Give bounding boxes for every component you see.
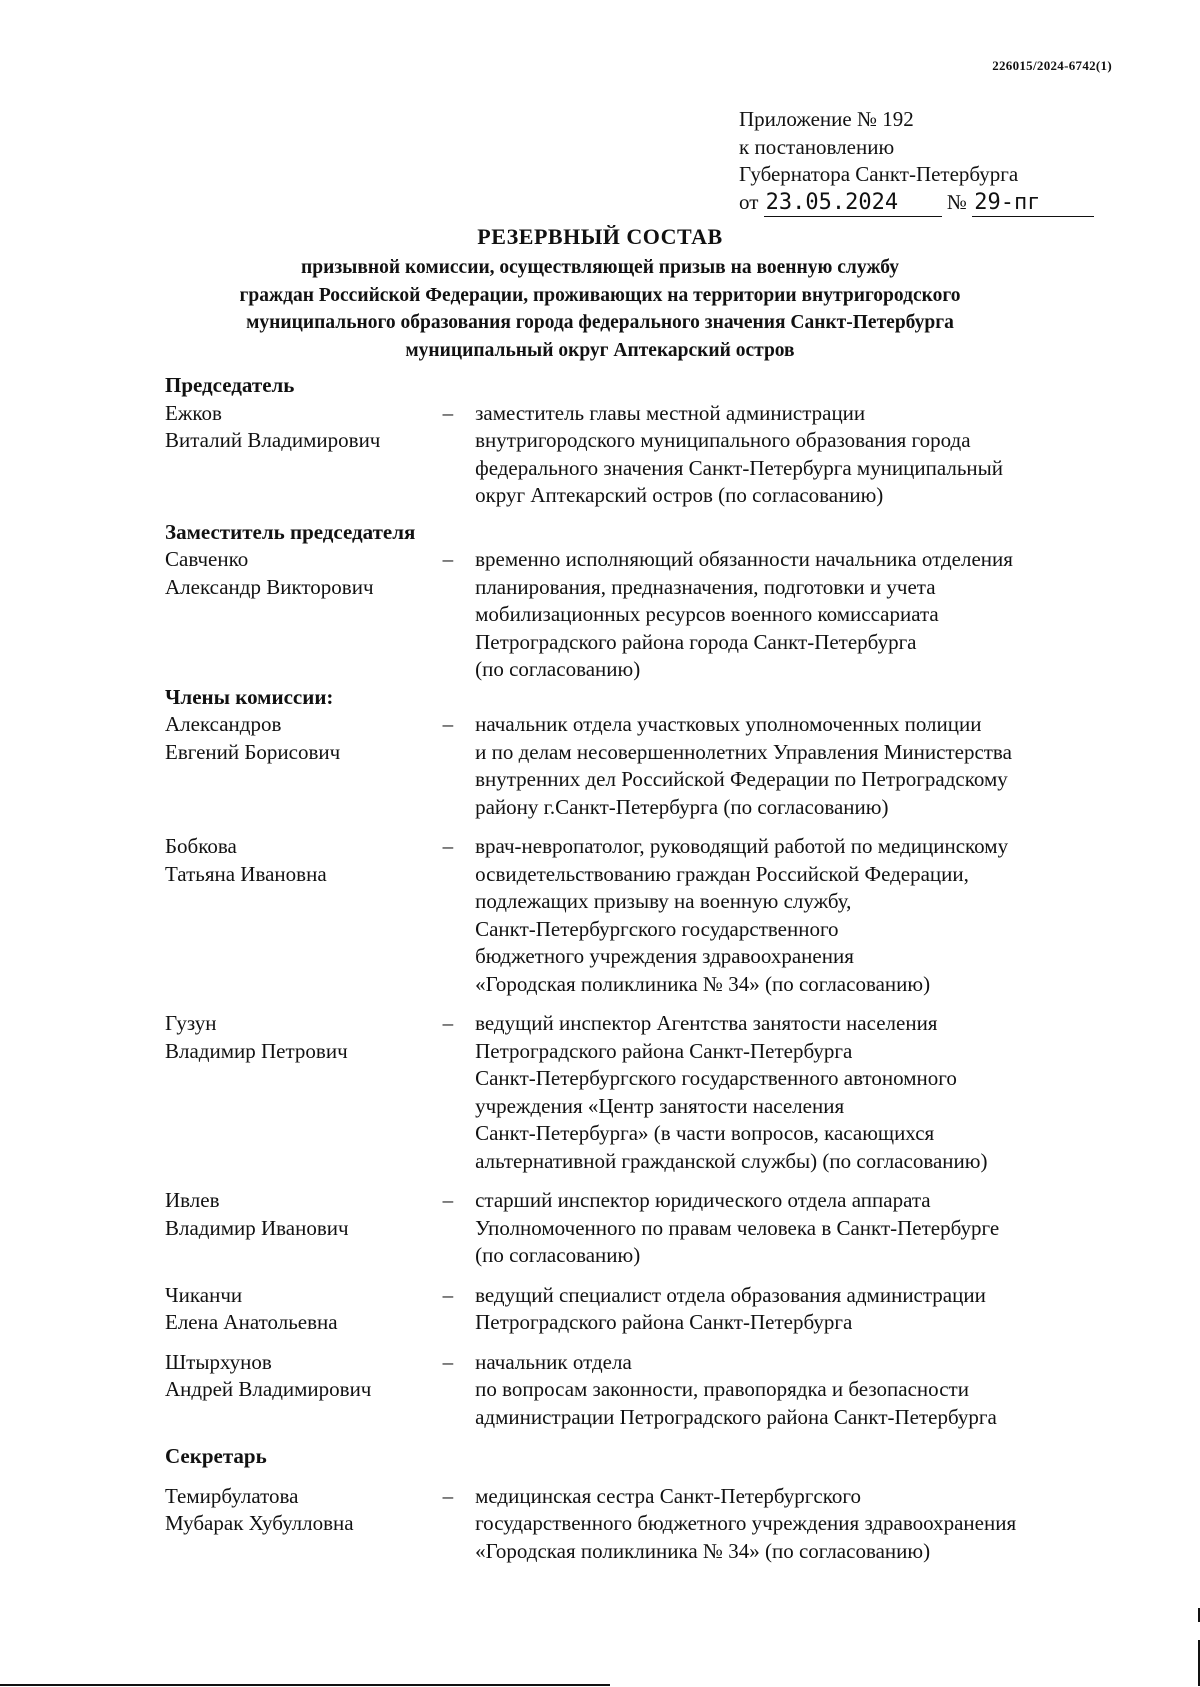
position-line: Санкт-Петербурга» (в части вопросов, касающихся [475, 1121, 935, 1145]
position-line: заместитель главы местной администрации [475, 400, 866, 425]
member-surname: Гузун [165, 1011, 217, 1035]
position-line: ведущий инспектор Агентства занятости населения [475, 1011, 938, 1035]
position-line: Петроградского района Санкт-Петербурга [475, 1038, 853, 1063]
member-name [165, 711, 443, 821]
position-line: администрации Петроградского района Санкт-Петербурга [475, 1404, 997, 1429]
member-entry [165, 546, 1115, 684]
member-given-name: Елена Анатольевна [165, 1310, 338, 1334]
position-line: Петроградского района Санкт-Петербурга [475, 1310, 853, 1334]
member-position [475, 546, 1115, 684]
member-position [475, 400, 1115, 510]
position-line: «Городская поликлиника № 34» (по согласованию) [475, 971, 931, 996]
dash-separator: – [442, 1483, 454, 1508]
position-line: «Городская поликлиника № 34» (по согласованию) [475, 1538, 931, 1563]
member-surname: Савченко [165, 547, 249, 571]
position-line: Санкт-Петербургского государственного [475, 916, 839, 941]
scan-bottom-edge [0, 1684, 610, 1686]
subtitle-line: муниципального образования города федерального значения Санкт-Петербурга [246, 312, 954, 333]
member-position [475, 1483, 1115, 1566]
dash-separator: – [442, 834, 454, 858]
member-given-name: Виталий Владимирович [165, 428, 381, 452]
member-name [165, 1010, 443, 1175]
member-entry [165, 1349, 1115, 1432]
member-given-name: Андрей Владимирович [165, 1377, 372, 1401]
member-name [165, 1349, 443, 1432]
position-line: временно исполняющий обязанности начальника отделения [475, 547, 1013, 571]
appendix-decree: к постановлению [739, 134, 895, 159]
member-surname: Чиканчи [165, 1282, 243, 1307]
position-line: бюджетного учреждения здравоохранения [475, 944, 854, 968]
number-prefix: № [946, 189, 967, 214]
document-title: РЕЗЕРВНЫЙ СОСТАВ [477, 224, 723, 249]
subtitle-line: призывной комиссии, осуществляющей призыв на военную службу [301, 257, 899, 278]
position-line: альтернативной гражданской службы) (по согласованию) [475, 1148, 988, 1173]
position-line: начальник отдела [475, 1349, 632, 1374]
member-entry [165, 711, 1115, 821]
position-line: и по делам несовершеннолетних Управления Министерства [475, 739, 1012, 764]
member-given-name: Евгений Борисович [165, 739, 341, 764]
position-line: федерального значения Санкт-Петербурга муниципальный [475, 455, 1004, 480]
position-line: медицинская сестра Санкт-Петербургского [475, 1483, 861, 1508]
member-position [475, 833, 1115, 998]
appendix-block [739, 106, 1099, 217]
member-name [165, 400, 443, 510]
appendix-governor: Губернатора Санкт-Петербурга [739, 162, 1019, 186]
member-surname: Ивлев [165, 1188, 220, 1212]
decree-date: 23.05.2024 [764, 189, 942, 218]
member-entry [165, 1187, 1115, 1270]
member-entry [165, 1010, 1115, 1175]
position-line: Санкт-Петербургского государственного автономного [475, 1066, 957, 1090]
dash-separator: – [442, 400, 454, 425]
member-name [165, 1483, 443, 1566]
subtitle-line: граждан Российской Федерации, проживающих на территории внутригородского [239, 284, 961, 306]
position-line: старший инспектор юридического отдела аппарата [475, 1188, 931, 1212]
commission-list [165, 372, 1115, 1565]
position-line: начальник отдела участковых уполномоченных полиции [475, 712, 982, 736]
member-entry [165, 1483, 1115, 1566]
document-subtitle [150, 254, 1050, 364]
registration-number: 226015/2024-6742(1) [992, 58, 1112, 73]
position-line: внутренних дел Российской Федерации по Петроградскому [475, 767, 1008, 791]
position-line: по вопросам законности, правопорядка и безопасности [475, 1377, 969, 1401]
member-name [165, 1187, 443, 1270]
member-position [475, 711, 1115, 821]
role-heading-deputy: Заместитель председателя [165, 519, 416, 544]
position-line: врач-невропатолог, руководящий работой по медицинскому [475, 834, 1009, 858]
dash-separator: – [442, 712, 454, 736]
dash-separator: – [442, 1349, 454, 1374]
member-surname: Штырхунов [165, 1349, 272, 1374]
role-heading-secretary: Секретарь [165, 1444, 267, 1468]
position-line: (по согласованию) [475, 657, 641, 681]
member-position [475, 1187, 1115, 1270]
member-given-name: Владимир Иванович [165, 1215, 349, 1240]
position-line: государственного бюджетного учреждения здравоохранения [475, 1511, 1017, 1535]
position-line: (по согласованию) [475, 1243, 641, 1267]
member-given-name: Мубарак Хубулловна [165, 1511, 354, 1535]
member-position [475, 1010, 1115, 1175]
position-line: Уполномоченного по правам человека в Санкт-Петербурге [475, 1215, 1000, 1240]
dash-separator: – [442, 1011, 454, 1035]
member-entry [165, 833, 1115, 998]
role-heading-members: Члены комиссии: [165, 684, 334, 709]
member-surname: Ежков [165, 400, 222, 425]
role-heading-chairman: Председатель [165, 373, 295, 397]
member-name [165, 1282, 443, 1337]
position-line: освидетельствованию граждан Российской Федерации, [475, 861, 969, 886]
dash-separator: – [442, 1282, 454, 1307]
position-line: внутригородского муниципального образования города [475, 428, 971, 452]
position-line: Петроградского района города Санкт-Петербурга [475, 629, 917, 654]
decree-number: 29-пг [972, 189, 1094, 218]
position-line: учреждения «Центр занятости населения [475, 1093, 845, 1118]
member-surname: Темирбулатова [165, 1483, 299, 1508]
position-line: району г.Санкт-Петербурга (по согласованию) [475, 794, 889, 819]
member-given-name: Владимир Петрович [165, 1038, 348, 1063]
position-line: подлежащих призыву на военную службу, [475, 889, 852, 913]
position-line: мобилизационных ресурсов военного комиссариата [475, 602, 939, 626]
date-prefix: от [739, 189, 759, 214]
position-line: планирования, предназначения, подготовки и учета [475, 574, 936, 599]
dash-separator: – [442, 547, 454, 571]
member-surname: Бобкова [165, 834, 237, 858]
member-position [475, 1349, 1115, 1432]
position-line: округ Аптекарский остров (по согласованию) [475, 483, 884, 507]
member-surname: Александров [165, 712, 282, 736]
member-position [475, 1282, 1115, 1337]
member-entry [165, 1282, 1115, 1337]
member-given-name: Александр Викторович [165, 574, 374, 599]
subtitle-line: муниципальный округ Аптекарский остров [405, 339, 795, 361]
member-name [165, 546, 443, 684]
position-line: ведущий специалист отдела образования администрации [475, 1282, 986, 1307]
appendix-number: Приложение № 192 [739, 107, 914, 131]
dash-separator: – [442, 1188, 454, 1212]
member-given-name: Татьяна Ивановна [165, 861, 327, 886]
member-name [165, 833, 443, 998]
appendix-date-line [739, 189, 1099, 218]
member-entry [165, 400, 1115, 510]
